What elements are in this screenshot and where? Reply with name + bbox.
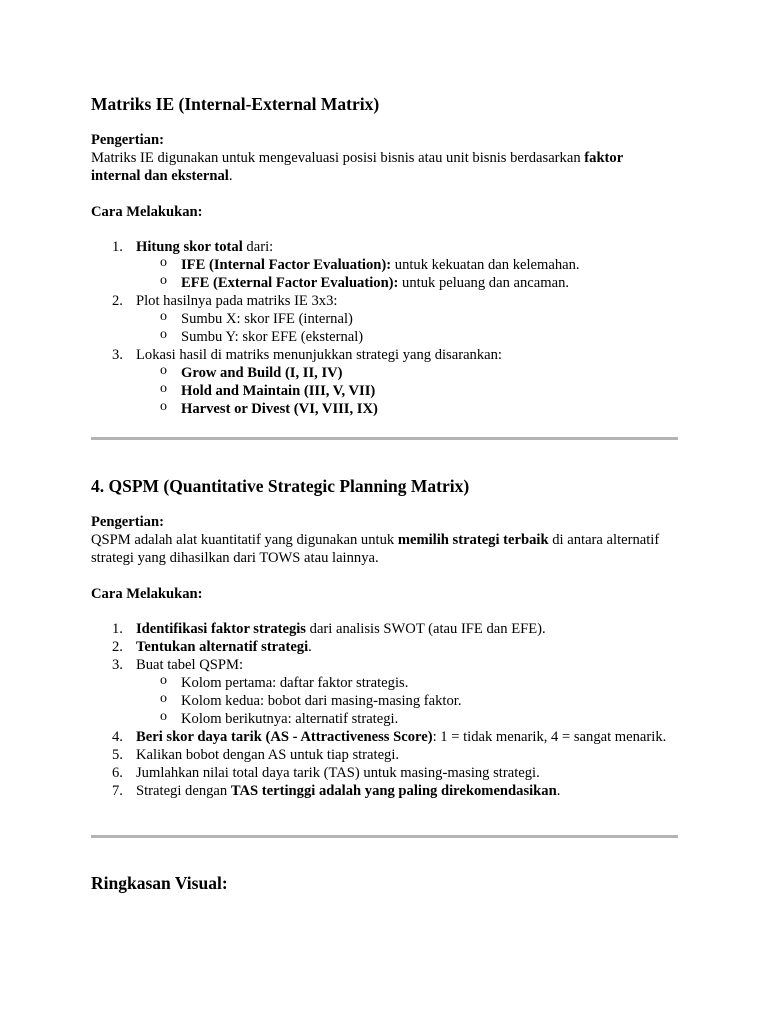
sub-list: [136, 674, 681, 728]
bullet-icon: o: [160, 673, 167, 688]
pengertian-label-qspm: Pengertian:: [91, 514, 164, 530]
sub-list: [136, 364, 691, 418]
ie-description: Matriks IE digunakan untuk mengevaluasi posisi bisnis atau unit bisnis berdasarkan faktor internal dan eksternal.: [91, 150, 623, 184]
sub-list-item: o IFE (Internal Factor Evaluation): untuk kekuatan dan kelemahan.: [160, 255, 580, 273]
sub-list-item: o EFE (External Factor Evaluation): untuk peluang dan ancaman.: [160, 273, 570, 291]
list-item: 5. Kalikan bobot dengan AS untuk tiap strategi.: [112, 747, 400, 763]
bullet-icon: o: [160, 691, 167, 706]
section-title-ringkasan: Ringkasan Visual:: [91, 873, 228, 893]
bullet-icon: o: [160, 709, 167, 724]
bullet-icon: o: [160, 381, 167, 396]
list-item: 4. Beri skor daya tarik (AS - Attractiveness Score): 1 = tidak menarik, 4 = sangat menarik.: [112, 729, 667, 745]
section-title-ie: Matriks IE (Internal-External Matrix): [91, 94, 380, 114]
bullet-icon: o: [160, 309, 167, 324]
bullet-icon: o: [160, 363, 167, 378]
sub-list-item: o Harvest or Divest (VI, VIII, IX): [160, 399, 378, 417]
sub-list-item: o Hold and Maintain (III, V, VII): [160, 381, 376, 399]
cara-label-qspm: Cara Melakukan:: [91, 586, 203, 602]
list-item: 6. Jumlahkan nilai total daya tarik (TAS) untuk masing-masing strategi.: [112, 765, 540, 781]
ie-steps-list: [91, 238, 691, 418]
list-item: 1. Hitung skor total dari: o IFE (Internal Factor Evaluation): untuk kekuatan dan kelemahan. o EFE (External Factor Evaluation): untuk peluang dan ancaman.: [91, 238, 691, 292]
sub-list-item: o Kolom pertama: daftar faktor strategis.: [160, 673, 409, 691]
pengertian-label-ie: Pengertian:: [91, 132, 164, 148]
section-title-qspm: 4. QSPM (Quantitative Strategic Planning Matrix): [91, 476, 470, 496]
sub-list-item: o Sumbu Y: skor EFE (eksternal): [160, 327, 364, 345]
bullet-icon: o: [160, 399, 167, 414]
qspm-description: QSPM adalah alat kuantitatif yang digunakan untuk memilih strategi terbaik di antara alternatif strategi yang dihasilkan dari TOWS atau lainnya.: [91, 532, 660, 566]
bullet-icon: o: [160, 327, 167, 342]
section-divider: [91, 835, 678, 838]
list-item: 3. Buat tabel QSPM: o Kolom pertama: daftar faktor strategis. o Kolom kedua: bobot dari masing-masing faktor. o Kolom berikutnya: alternatif strategi.: [91, 656, 681, 728]
bullet-icon: o: [160, 273, 167, 288]
list-item: 3. Lokasi hasil di matriks menunjukkan strategi yang disarankan: o Grow and Build (I, II, IV) o Hold and Maintain (III, V, VII) o Harvest or Divest (VI, VIII, IX): [91, 346, 691, 418]
list-item: 2. Tentukan alternatif strategi.: [112, 639, 312, 655]
sub-list: [136, 310, 691, 346]
cara-label-ie: Cara Melakukan:: [91, 204, 203, 220]
sub-list-item: o Sumbu X: skor IFE (internal): [160, 309, 353, 327]
sub-list-item: o Kolom berikutnya: alternatif strategi.: [160, 709, 399, 727]
sub-list-item: o Kolom kedua: bobot dari masing-masing faktor.: [160, 691, 462, 709]
list-item: 1. Identifikasi faktor strategis dari analisis SWOT (atau IFE dan EFE).: [112, 621, 546, 637]
section-divider: [91, 437, 678, 440]
list-item: 7. Strategi dengan TAS tertinggi adalah yang paling direkomendasikan.: [112, 783, 561, 799]
sub-list: [136, 256, 691, 292]
bullet-icon: o: [160, 255, 167, 270]
qspm-steps-list: [91, 620, 681, 800]
list-item: 2. Plot hasilnya pada matriks IE 3x3: o Sumbu X: skor IFE (internal) o Sumbu Y: skor EFE (eksternal): [91, 292, 691, 346]
sub-list-item: o Grow and Build (I, II, IV): [160, 363, 343, 381]
